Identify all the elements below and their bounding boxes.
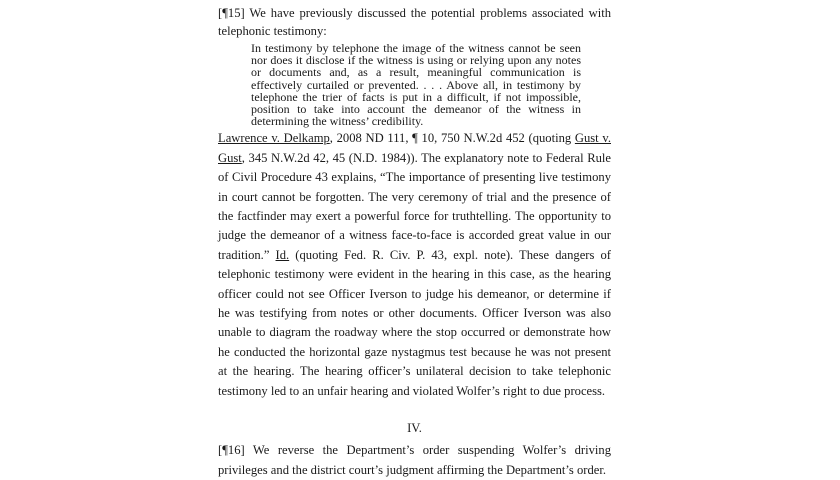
- paragraph-text: We have previously discussed the potential problems associated with telephonic testimony:: [218, 6, 611, 38]
- id-citation: Id.: [275, 247, 290, 262]
- section-heading: IV.: [407, 421, 422, 436]
- paragraph-15-intro: [218, 4, 611, 40]
- paragraph-marker: [¶15]: [218, 6, 245, 20]
- block-quote: In testimony by telephone the image of the witness cannot be seen nor does it disclose if the witness is using or relying upon any notes or documents and, as a result, meaningful communication is effectively curtailed or prevented. . . . Above all, in testimony by telephone the trier of facts is put in a difficult, if not impossible, position to take into account the demeanor of the witness in determining the witness’ credibility.: [251, 41, 581, 129]
- case-citation: Lawrence v. Delkamp: [218, 131, 330, 146]
- paragraph-15-body: [218, 129, 611, 401]
- case-citation: Gust v. Gust: [218, 131, 611, 165]
- paragraph-marker: [¶16]: [218, 443, 245, 458]
- paragraph-text: We reverse the Department’s order suspending Wolfer’s driving privileges and the district court’s judgment affirming the Department’s order.: [218, 443, 611, 477]
- paragraph-text: , 2008 ND 111, ¶ 10, 750 N.W.2d 452 (quoting: [329, 131, 575, 146]
- paragraph-text: (quoting Fed. R. Civ. P. 43, expl. note). These dangers of telephonic testimony were evident in the hearing in this case, as the hearing officer could not see Officer Iverson to judge his demeanor, or determine if he was testifying from notes or other documents. Officer Iverson was also unable to diagram the roadway where the stop occurred or demonstrate how he conducted the horizontal gaze nystagmus test because he was not present at the hearing. The hearing officer’s unilateral decision to take telephonic testimony led to an unfair hearing and violated Wolfer’s right to due process.: [218, 247, 612, 398]
- paragraph-16: [218, 441, 611, 480]
- document-page: [218, 4, 611, 480]
- paragraph-text: , 345 N.W.2d 42, 45 (N.D. 1984)). The explanatory note to Federal Rule of Civil Procedure 43 explains, “The importance of presenting live testimony in court cannot be forgotten. The very ceremony of trial and the presence of the factfinder may exert a powerful force for truthtelling. The opportunity to judge the demeanor of a witness face-to-face is accorded great value in our tradition.”: [218, 150, 611, 262]
